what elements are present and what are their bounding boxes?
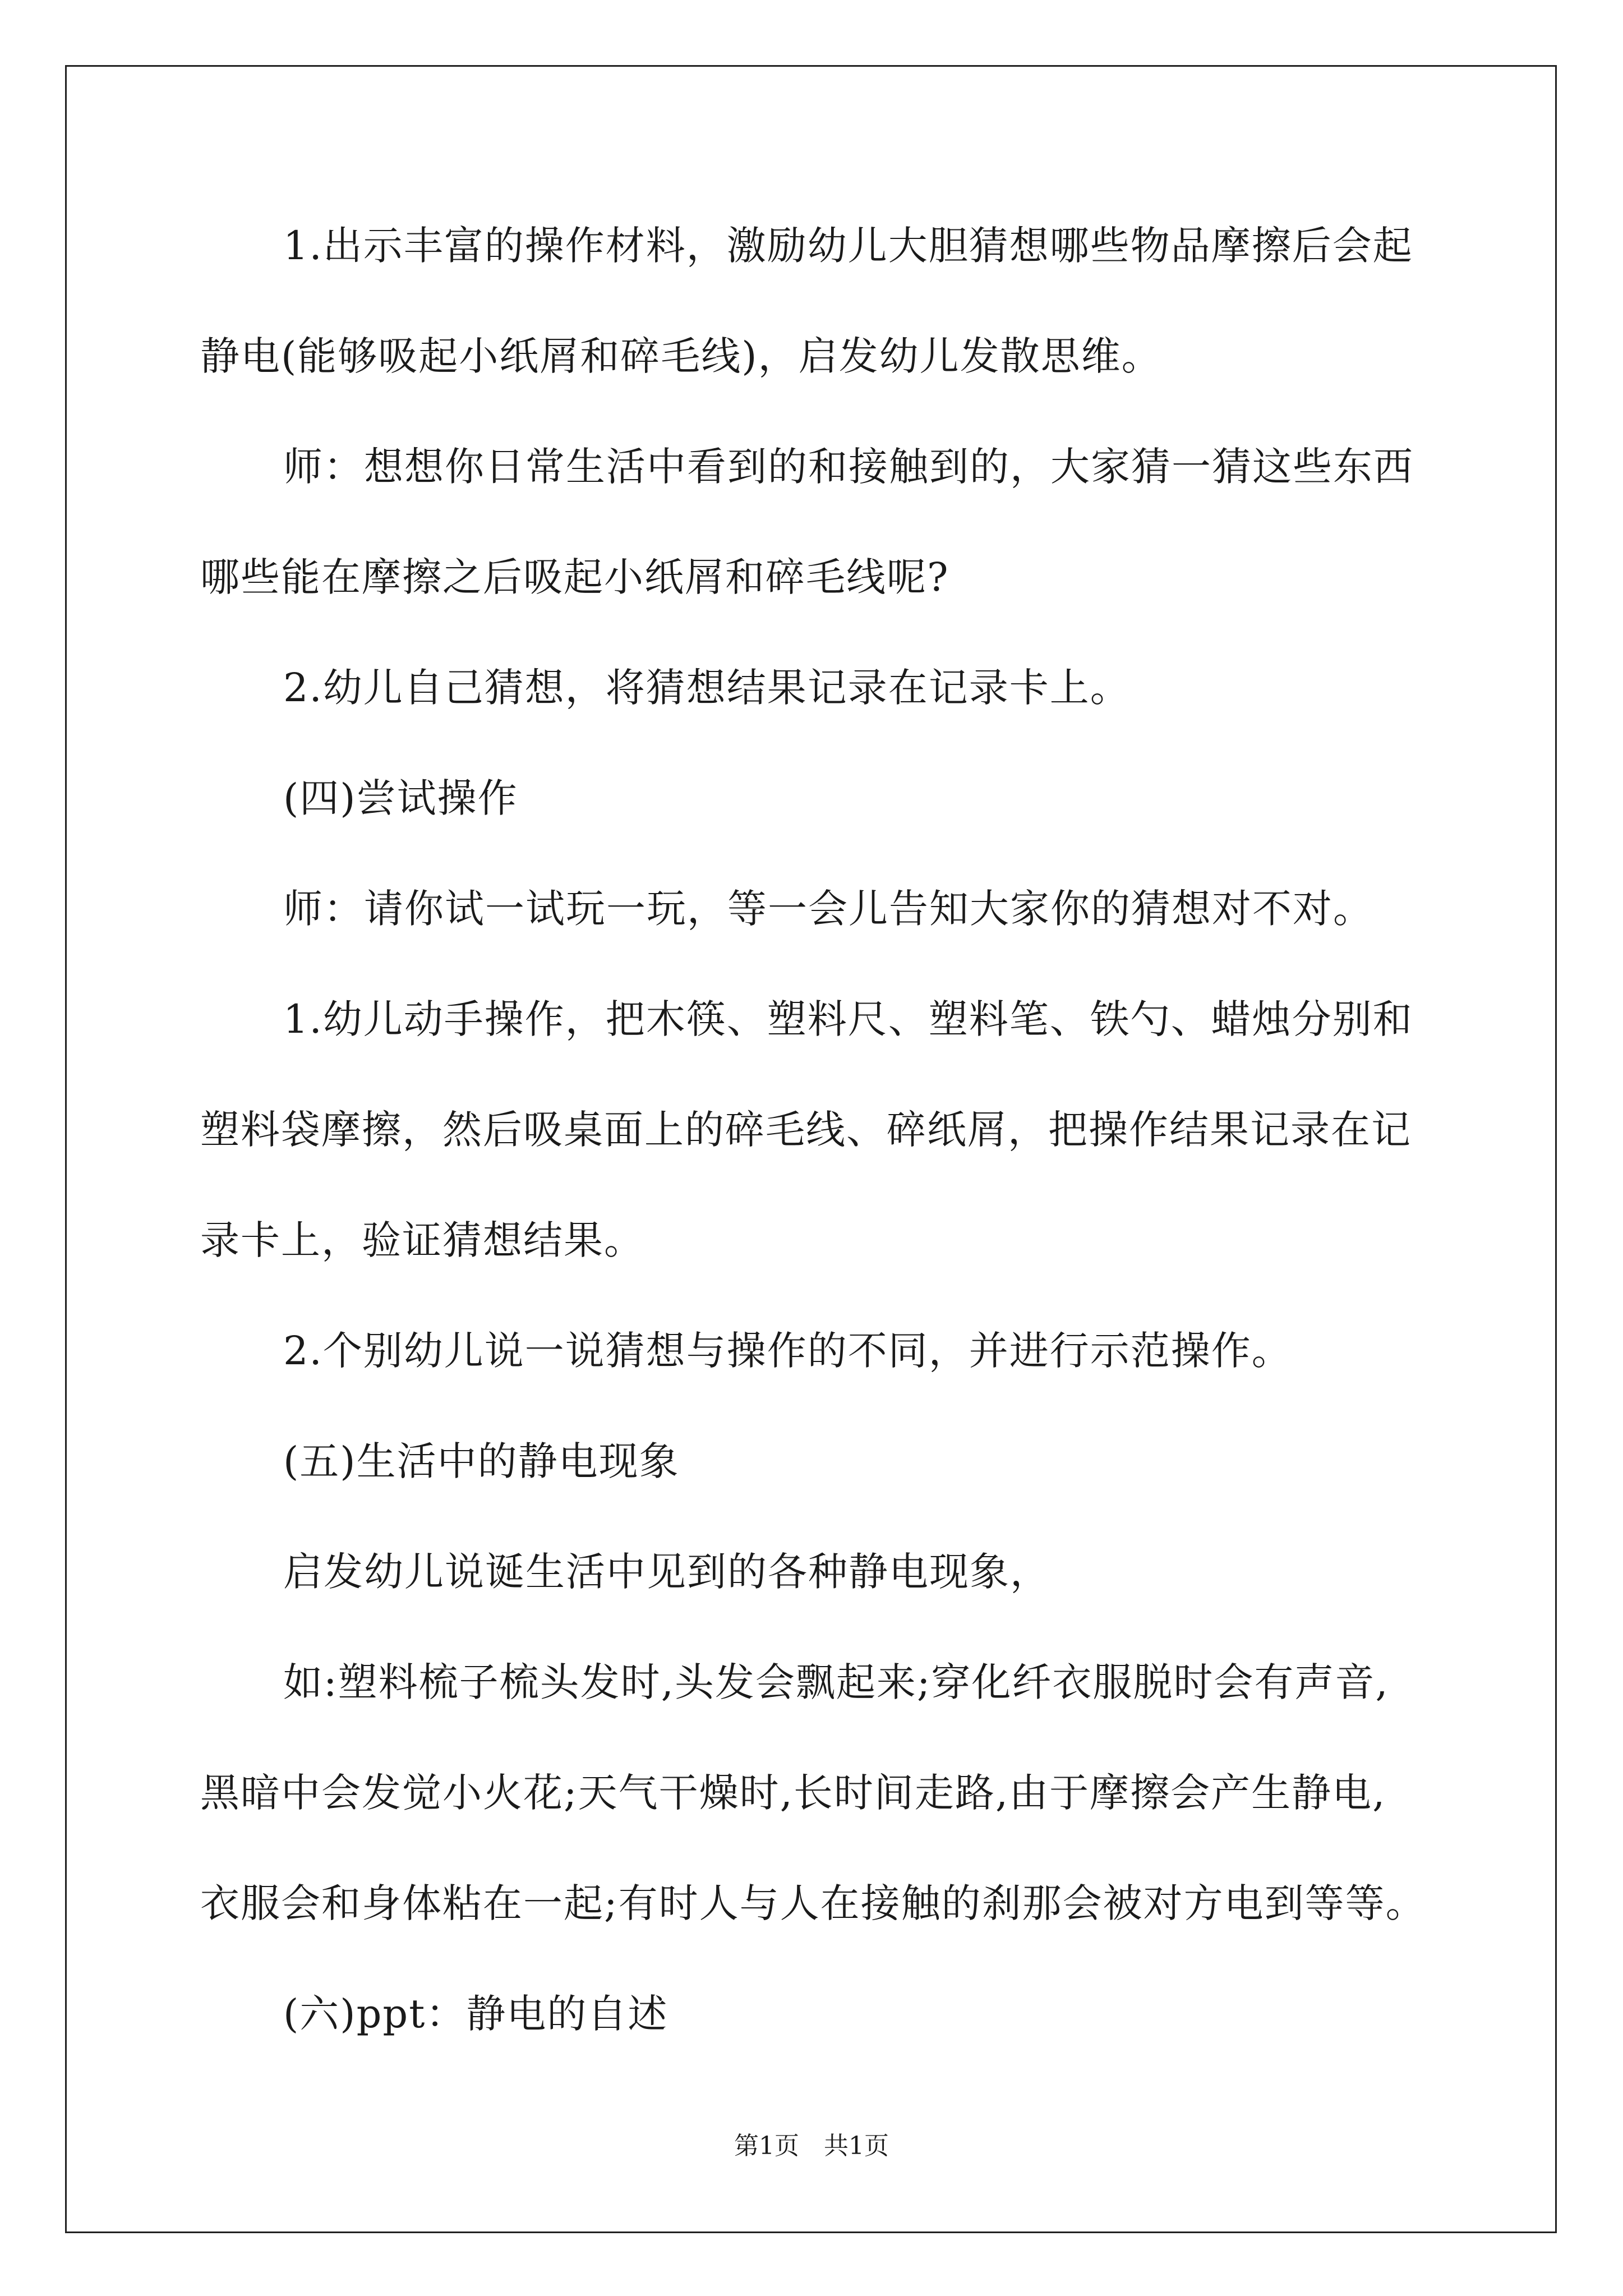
paragraph-line: 师：想想你日常生活中看到的和接触到的，大家猜一猜这些东西 (283, 444, 1414, 490)
section-heading: (四)尝试操作 (283, 775, 518, 821)
paragraph-line: 哪些能在摩擦之后吸起小纸屑和碎毛线呢? (200, 554, 949, 600)
paragraph-line: 录卡上，验证猜想结果。 (200, 1217, 644, 1263)
paragraph-line: 静电(能够吸起小纸屑和碎毛线)，启发幼儿发散思维。 (200, 333, 1162, 379)
paragraph-line: 衣服会和身体粘在一起;有时人与人在接触的刹那会被对方电到等等。 (200, 1880, 1426, 1926)
section-heading: (六)ppt：静电的自述 (283, 1991, 668, 2037)
page-footer: 第1页 共1页 (734, 2132, 889, 2160)
paragraph-line: 1.幼儿动手操作，把木筷、塑料尺、塑料笔、铁勺、蜡烛分别和 (283, 996, 1413, 1042)
paragraph-line: 2.幼儿自己猜想，将猜想结果记录在记录卡上。 (283, 665, 1131, 711)
paragraph-line: 塑料袋摩擦，然后吸桌面上的碎毛线、碎纸屑，把操作结果记录在记 (200, 1107, 1412, 1153)
paragraph-line: 2.个别幼儿说一说猜想与操作的不同，并进行示范操作。 (283, 1328, 1292, 1374)
paragraph-line: 黑暗中会发觉小火花;天气干燥时,长时间走路,由于摩擦会产生静电, (200, 1770, 1386, 1816)
section-heading: (五)生活中的静电现象 (283, 1438, 680, 1484)
paragraph-line: 如:塑料梳子梳头发时,头发会飘起来;穿化纤衣服脱时会有声音, (283, 1659, 1389, 1705)
paragraph-line: 1.出示丰富的操作材料，激励幼儿大胆猜想哪些物品摩擦后会起 (283, 223, 1413, 269)
paragraph-line: 启发幼儿说诞生活中见到的各种静电现象， (283, 1549, 1050, 1595)
paragraph-line: 师：请你试一试玩一玩，等一会儿告知大家你的猜想对不对。 (283, 886, 1373, 932)
